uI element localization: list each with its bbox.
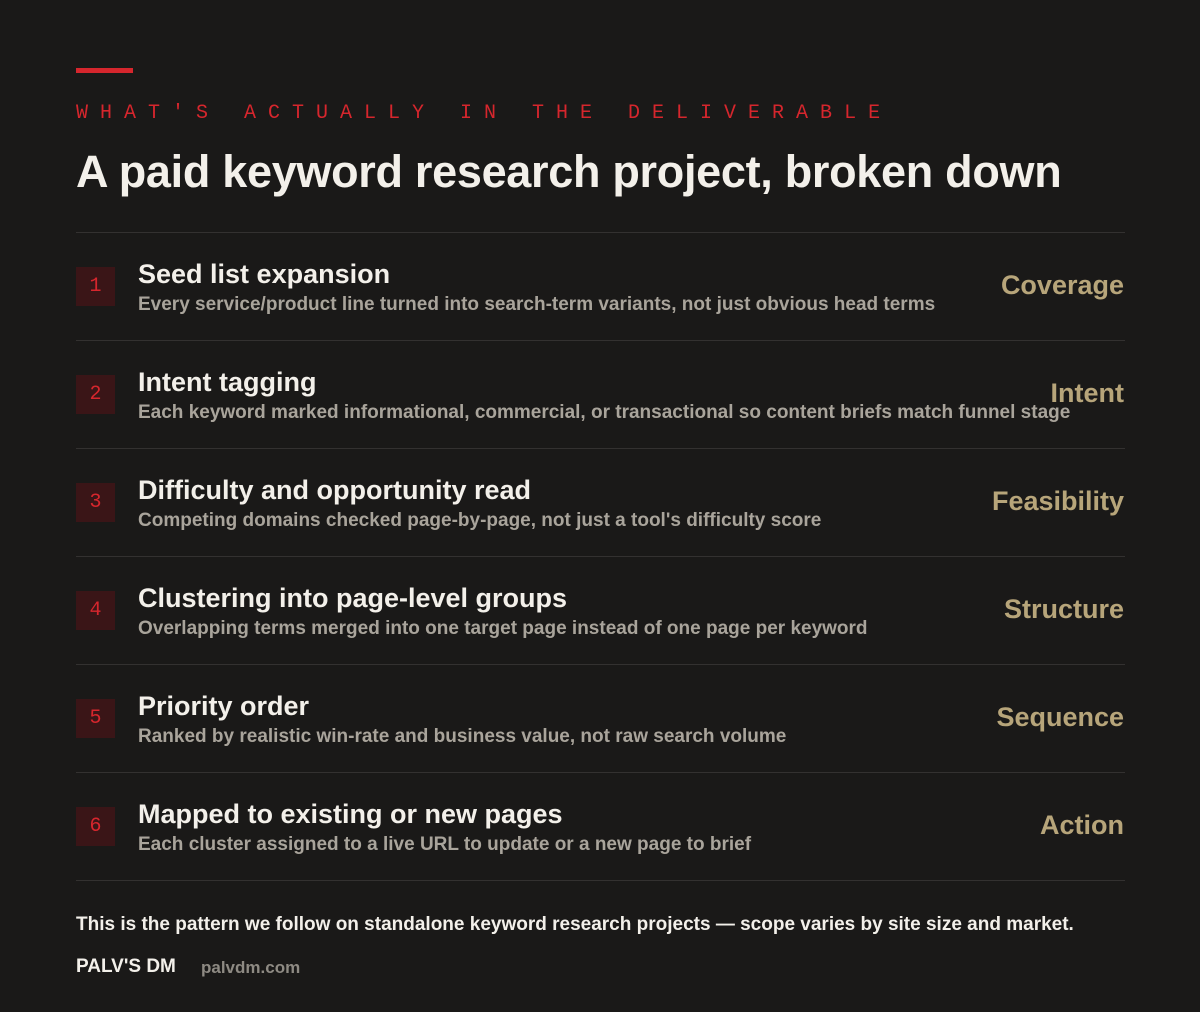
brand-name: PALV'S DM — [76, 956, 176, 977]
brand-domain: palvdm.com — [201, 958, 301, 977]
step-description: Every service/product line turned into search-term variants, not just obvious head terms — [138, 294, 936, 315]
footnote: This is the pattern we follow on standalone keyword research projects — scope varies by site size and market. — [76, 914, 1074, 935]
list-item — [76, 449, 1125, 557]
step-description: Ranked by realistic win-rate and business value, not raw search volume — [138, 726, 787, 747]
deliverable-list — [76, 232, 1125, 881]
step-tag: Action — [1040, 810, 1124, 840]
step-number: 2 — [76, 375, 115, 414]
step-tag: Sequence — [996, 702, 1124, 732]
step-description: Overlapping terms merged into one target page instead of one page per keyword — [138, 618, 868, 639]
step-description: Each keyword marked informational, commercial, or transactional so content briefs match funnel stage — [138, 402, 1071, 423]
list-item — [76, 665, 1125, 773]
step-number: 6 — [76, 807, 115, 846]
list-item — [76, 773, 1125, 881]
step-number: 5 — [76, 699, 115, 738]
list-item — [76, 233, 1125, 341]
step-title: Clustering into page-level groups — [138, 583, 568, 613]
eyebrow-label: WHAT'S ACTUALLY IN THE DELIVERABLE — [76, 102, 893, 125]
step-title: Priority order — [138, 691, 310, 721]
step-description: Each cluster assigned to a live URL to update or a new page to brief — [138, 834, 752, 855]
accent-bar — [76, 68, 133, 73]
step-tag: Structure — [1003, 594, 1124, 624]
page-title: A paid keyword research project, broken down — [76, 146, 1062, 197]
list-item — [76, 557, 1125, 665]
step-title: Difficulty and opportunity read — [138, 475, 532, 505]
step-title: Mapped to existing or new pages — [138, 799, 563, 829]
step-tag: Intent — [1050, 378, 1124, 408]
step-number: 4 — [76, 591, 115, 630]
list-item — [76, 341, 1125, 449]
step-tag: Feasibility — [991, 486, 1124, 516]
step-description: Competing domains checked page-by-page, not just a tool's difficulty score — [138, 510, 822, 531]
step-title: Intent tagging — [138, 367, 317, 397]
step-number: 1 — [76, 267, 115, 306]
step-number: 3 — [76, 483, 115, 522]
step-title: Seed list expansion — [138, 259, 391, 289]
step-tag: Coverage — [1000, 270, 1124, 300]
